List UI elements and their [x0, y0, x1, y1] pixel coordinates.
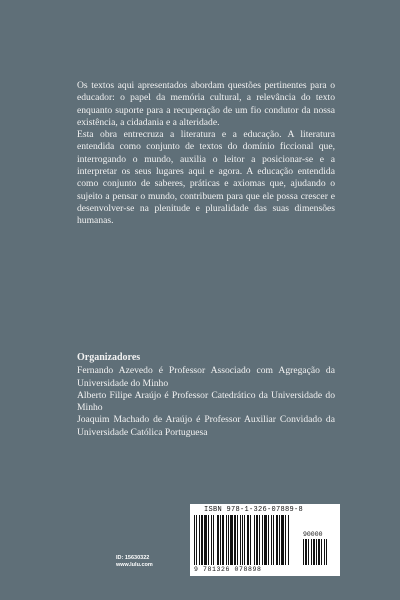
barcode-bar — [259, 515, 260, 565]
barcode-bars-icon — [194, 515, 300, 565]
barcode-bar — [279, 515, 280, 565]
barcode-bar — [194, 515, 195, 565]
barcode-bar — [237, 515, 238, 565]
barcode-bar — [234, 515, 236, 565]
barcode-bar — [230, 515, 233, 565]
barcode-bar — [226, 515, 227, 565]
barcode-bar — [268, 515, 269, 565]
barcode-digits: 9 781326 078898 — [194, 566, 262, 573]
barcode-bar — [228, 515, 229, 565]
barcode-bar — [247, 515, 249, 565]
barcode-bar — [254, 515, 255, 565]
barcode-bar — [281, 515, 284, 565]
barcode-bar — [213, 515, 214, 565]
organizers-section — [77, 352, 335, 439]
barcode-bar — [273, 515, 274, 565]
isbn-barcode — [190, 504, 340, 576]
back-cover-blurb — [77, 80, 335, 228]
barcode-bar — [262, 515, 263, 565]
barcode-bar — [204, 515, 207, 565]
organizer-entry-1: Fernando Azevedo é Professor Associado com Agregação da Universidade do Minho — [77, 365, 335, 389]
isbn-label: ISBN 978-1-326-07889-8 — [204, 506, 304, 514]
organizers-heading: Organizadores — [77, 352, 141, 363]
barcode-bar — [276, 515, 278, 565]
barcode-bar — [208, 515, 209, 565]
barcode-bar — [326, 539, 327, 565]
barcode-bar — [324, 539, 325, 565]
barcode-bar — [242, 515, 243, 565]
blurb-paragraph-1: Os textos aqui apresentados abordam questões pertinentes para o educador: o papel da memória cultural, a relevância do texto enquanto suporte para a recuperação de um fio condutor da nossa existência, a cidadania e a alteridade. — [77, 80, 335, 128]
barcode-bar — [217, 515, 219, 565]
barcode-bar — [201, 515, 203, 565]
publisher-info — [116, 555, 153, 569]
barcode-bar — [288, 515, 289, 565]
barcode-bar — [199, 515, 200, 565]
barcode-bar — [222, 515, 224, 565]
barcode-bar — [303, 539, 304, 565]
price-barcode-bars-icon — [303, 539, 335, 565]
publisher-site: www.lulu.com — [116, 562, 153, 568]
barcode-bar — [285, 515, 286, 565]
barcode-bar — [196, 515, 197, 565]
barcode-bar — [313, 539, 315, 565]
price-code: 90000 — [303, 531, 323, 538]
barcode-bar — [271, 515, 272, 565]
barcode-bar — [211, 515, 212, 565]
barcode-bar — [321, 539, 322, 565]
barcode-bar — [264, 515, 267, 565]
barcode-bar — [240, 515, 241, 565]
organizer-entry-3: Joaquim Machado de Araújo é Professor Auxiliar Convidado da Universidade Católica Portuguesa — [77, 414, 335, 438]
publisher-id: ID: 15630322 — [116, 555, 150, 561]
barcode-bar — [244, 515, 245, 565]
blurb-paragraph-2: Esta obra entrecruza a literatura e a educação. A literatura entendida como conjunto de textos do domínio ficcional que, interrogando o mundo, auxilia o leitor a posicionar-se e a interpretar os seus lugares aqui e agora. A educação entendida como conjunto de saberes, práticas e axiomas que, ajudando o sujeito a pensar o mundo, contribuem para que ele possa crescer e desenvolver-se na plenitude e pluralidade das suas dimensões humanas. — [77, 129, 335, 227]
barcode-bar — [256, 515, 258, 565]
barcode-bar — [250, 515, 251, 565]
barcode-bar — [316, 539, 317, 565]
barcode-bar — [220, 515, 221, 565]
organizer-entry-2: Alberto Filipe Araújo é Professor Catedrático da Universidade do Minho — [77, 389, 335, 414]
barcode-bar — [311, 539, 312, 565]
barcode-bar — [305, 539, 307, 565]
barcode-bar — [308, 539, 309, 565]
barcode-bar — [318, 539, 320, 565]
